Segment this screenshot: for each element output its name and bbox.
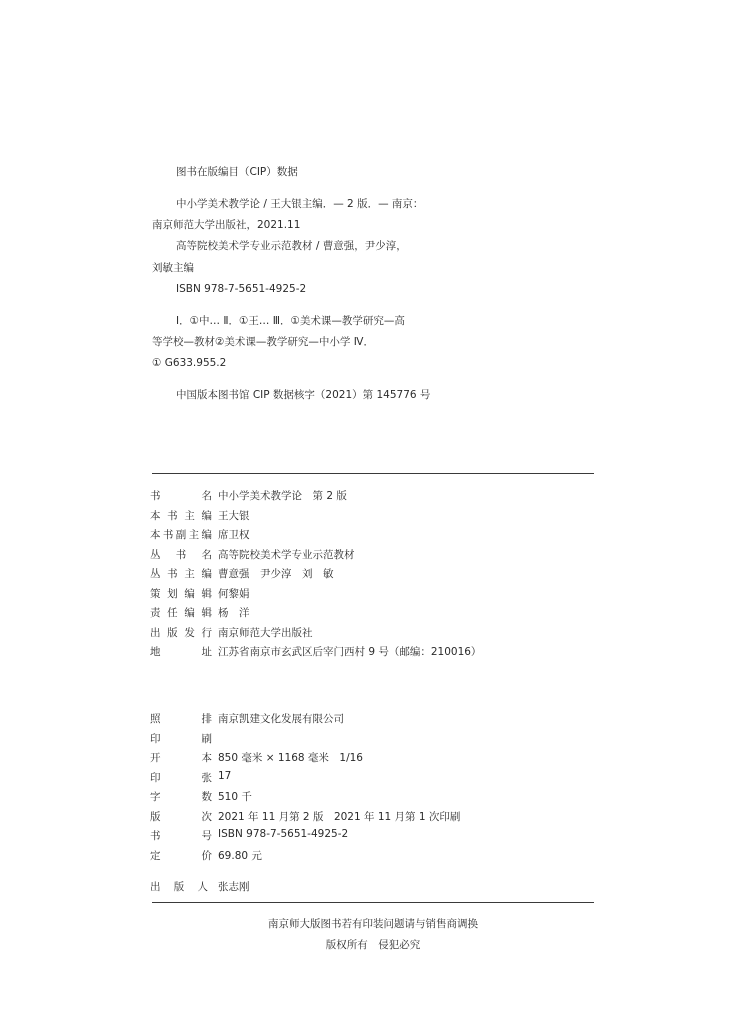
publisher-value: 张志刚 (218, 881, 250, 893)
production-row-value: 南京凯建文化发展有限公司 (218, 713, 344, 725)
production-row-value: 17 (218, 769, 232, 782)
publication-row-value: 何黎娟 (218, 587, 250, 600)
production-row-label: 印 刷 (150, 732, 212, 745)
production-row-value: 2021 年 11 月第 2 版 2021 年 11 月第 1 次印刷 (218, 810, 461, 823)
cip-class-line: 等学校—教材②美术课—教学研究—中小学 Ⅳ． (152, 336, 374, 348)
production-row-label: 字 数 (150, 791, 212, 803)
publisher-label: 出 版 人 (150, 881, 208, 893)
production-row-label: 印 张 (150, 771, 212, 784)
production-row-label: 照 排 (150, 713, 212, 725)
divider-top (152, 473, 594, 474)
production-row-value: 850 毫米 × 1168 毫米 1/16 (218, 752, 363, 764)
publication-row-value: 高等院校美术学专业示范教材 (218, 548, 355, 561)
cip-class-line: ① G633.955.2 (152, 357, 227, 369)
publication-row-value: 曹意强 尹少淳 刘 敏 (218, 568, 334, 580)
publication-row-value: 江苏省南京市玄武区后宰门西村 9 号（邮编：210016） (218, 646, 482, 658)
cip-line: 刘敏主编 (152, 262, 194, 274)
publication-row-label: 责 任 编 辑 (150, 607, 212, 619)
cip-line: 高等院校美术学专业示范教材 / 曹意强，尹少淳， (176, 240, 407, 252)
production-row-label: 版 次 (150, 810, 212, 823)
cip-line: 中小学美术教学论 / 王大银主编．— 2 版．— 南京： (176, 198, 424, 210)
footer-notice: 南京师大版图书若有印装问题请与销售商调换 (268, 918, 478, 930)
production-row-label: 书 号 (150, 830, 212, 842)
cip-isbn: ISBN 978-7-5651-4925-2 (176, 283, 307, 295)
publication-row-value: 杨 洋 (218, 607, 250, 619)
production-row-value: 510 千 (218, 791, 252, 803)
production-row-value: 69.80 元 (218, 849, 262, 862)
publication-row-label: 出 版 发 行 (150, 626, 212, 639)
publication-row-value: 王大银 (218, 509, 250, 522)
publication-row-value: 中小学美术教学论 第 2 版 (218, 490, 347, 502)
publication-row-value: 席卫权 (218, 529, 250, 541)
production-row-label: 定 价 (150, 849, 212, 862)
footer-rights: 版权所有 侵犯必究 (325, 939, 421, 951)
publication-row-label: 本 书 副 主 编 (150, 529, 212, 541)
production-row-label: 开 本 (150, 752, 212, 764)
publication-row-value: 南京师范大学出版社 (218, 626, 313, 639)
production-row-value: ISBN 978-7-5651-4925-2 (218, 828, 349, 840)
publication-row-label: 丛 书 名 (150, 548, 212, 561)
cip-class-line: Ⅰ．①中… Ⅱ．①王… Ⅲ．①美术课—教学研究—高 (176, 315, 405, 327)
cip-record: 中国版本图书馆 CIP 数据核字（2021）第 145776 号 (176, 389, 431, 401)
divider-bottom (152, 902, 594, 903)
publication-row-label: 地 址 (150, 646, 212, 658)
publication-row-label: 策 划 编 辑 (150, 587, 212, 600)
cip-heading: 图书在版编目（CIP）数据 (176, 166, 298, 178)
cip-line: 南京师范大学出版社，2021.11 (152, 219, 301, 231)
publication-row-label: 书 名 (150, 490, 212, 502)
publication-row-label: 本 书 主 编 (150, 509, 212, 522)
publication-row-label: 丛 书 主 编 (150, 568, 212, 580)
